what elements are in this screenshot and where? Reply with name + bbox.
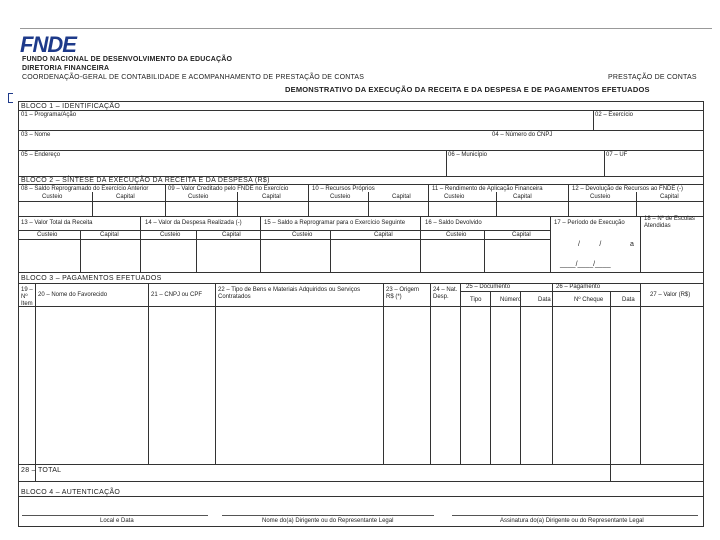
sub-custeio: Custeio: [42, 194, 63, 200]
bloco3-title: BLOCO 3 – PAGAMENTOS EFETUADOS: [21, 275, 162, 282]
bloco4-title: BLOCO 4 – AUTENTICAÇÃO: [21, 489, 121, 496]
sub-capital: Capital: [660, 194, 679, 200]
col-pag-data: Data: [622, 297, 635, 303]
fnde-logo: FNDE: [20, 32, 76, 57]
field-endereco[interactable]: 05 – Endereço: [21, 152, 61, 158]
periodo-slashes-1: / /: [578, 241, 602, 248]
field-periodo-execucao: 17 – Período de Execução: [554, 220, 625, 226]
field-valor-creditado: 09 – Valor Creditado pelo FNDE no Exercício: [168, 186, 289, 192]
col-origem: 23 – Origem R$ (*): [386, 287, 420, 300]
field-despesa-realizada: 14 – Valor da Despesa Realizada (-): [145, 220, 242, 226]
field-escolas-atendidas: 18 – Nº de Escolas Atendidas: [644, 216, 695, 229]
periodo-a: a: [630, 241, 634, 248]
sub-custeio: Custeio: [590, 194, 611, 200]
col-favorecido: 20 – Nome do Favorecido: [38, 292, 108, 298]
col-nat-desp: 24 – Nat. Desp.: [433, 287, 458, 300]
doc-type: PRESTAÇÃO DE CONTAS: [608, 74, 697, 81]
sig-line-local[interactable]: [22, 515, 208, 516]
field-devolucao: 12 – Devolução de Recursos ao FNDE (-): [572, 186, 684, 192]
sub-capital: Capital: [100, 232, 119, 238]
sub-capital: Capital: [262, 194, 281, 200]
field-cnpj[interactable]: 04 – Número do CNPJ: [492, 132, 553, 138]
field-municipio[interactable]: 06 – Município: [448, 152, 488, 158]
sub-custeio: Custeio: [446, 232, 467, 238]
sub-capital: Capital: [512, 232, 531, 238]
sub-capital: Capital: [116, 194, 135, 200]
sub-custeio: Custeio: [188, 194, 209, 200]
field-nome[interactable]: 03 – Nome: [21, 132, 51, 138]
sub-capital: Capital: [513, 194, 532, 200]
field-saldo-reprogramar: 15 – Saldo a Reprogramar para o Exercício Seguinte: [264, 220, 406, 226]
margin-marker: [8, 93, 13, 103]
sig-nome: Nome do(a) Dirigente ou do Representante Legal: [262, 518, 394, 524]
org-directorate: DIRETORIA FINANCEIRA: [22, 65, 110, 72]
field-saldo-devolvido: 16 – Saldo Devolvido: [425, 220, 482, 226]
org-name: FUNDO NACIONAL DE DESENVOLVIMENTO DA EDUCAÇÃO: [22, 56, 233, 63]
periodo-fim: ____/____/____: [560, 261, 611, 268]
sub-custeio: Custeio: [444, 194, 465, 200]
sub-custeio: Custeio: [160, 232, 181, 238]
sub-capital: Capital: [374, 232, 393, 238]
bloco2-title: BLOCO 2 – SÍNTESE DA EXECUÇÃO DA RECEITA E DA DESPESA (R$): [21, 177, 270, 184]
col-bens-servicos: 22 – Tipo de Bens e Materiais Adquiridos ou Serviços Contratados: [218, 287, 361, 300]
col-doc-tipo: Tipo: [470, 297, 482, 303]
col-doc-data: Data: [538, 297, 551, 303]
sub-custeio: Custeio: [330, 194, 351, 200]
org-coordination: COORDENAÇÃO-GERAL DE CONTABILIDADE E ACOMPANHAMENTO DE PRESTAÇÃO DE CONTAS: [22, 74, 365, 81]
field-recursos-proprios: 10 – Recursos Próprios: [312, 186, 375, 192]
sig-line-assinatura[interactable]: [452, 515, 698, 516]
col-pagamento: 26 – Pagamento: [556, 284, 601, 290]
sig-assinatura: Assinatura do(a) Dirigente ou do Representante Legal: [500, 518, 644, 524]
field-programa-acao[interactable]: 01 – Programa/Ação: [21, 112, 77, 118]
field-exercicio[interactable]: 02 – Exercício: [595, 112, 634, 118]
sub-capital: Capital: [392, 194, 411, 200]
sub-capital: Capital: [222, 232, 241, 238]
field-rendimento: 11 – Rendimento de Aplicação Financeira: [432, 186, 543, 192]
field-uf[interactable]: 07 – UF: [606, 152, 628, 158]
col-pag-cheque: Nº Cheque: [574, 297, 604, 303]
sig-local-data: Local e Data: [100, 518, 134, 524]
col-valor: 27 – Valor (R$): [650, 292, 691, 298]
doc-title: DEMONSTRATIVO DA EXECUÇÃO DA RECEITA E DA DESPESA E DE PAGAMENTOS EFETUADOS: [285, 85, 650, 94]
col-doc-numero: Número: [500, 297, 522, 303]
col-cnpj-cpf: 21 – CNPJ ou CPF: [151, 292, 203, 298]
sig-line-nome[interactable]: [222, 515, 434, 516]
field-saldo-reprogramado: 08 – Saldo Reprogramado do Exercício Anterior: [21, 186, 149, 192]
field-total-receita: 13 – Valor Total da Receita: [21, 220, 93, 226]
col-documento: 25 – Documento: [466, 284, 511, 290]
sub-custeio: Custeio: [37, 232, 58, 238]
top-rule: [20, 28, 712, 29]
sub-custeio: Custeio: [292, 232, 313, 238]
col-item: 19 – Nº Item: [21, 287, 33, 307]
bloco1-title: BLOCO 1 – IDENTIFICAÇÃO: [21, 103, 121, 110]
total-label: 28 – TOTAL: [21, 467, 62, 474]
